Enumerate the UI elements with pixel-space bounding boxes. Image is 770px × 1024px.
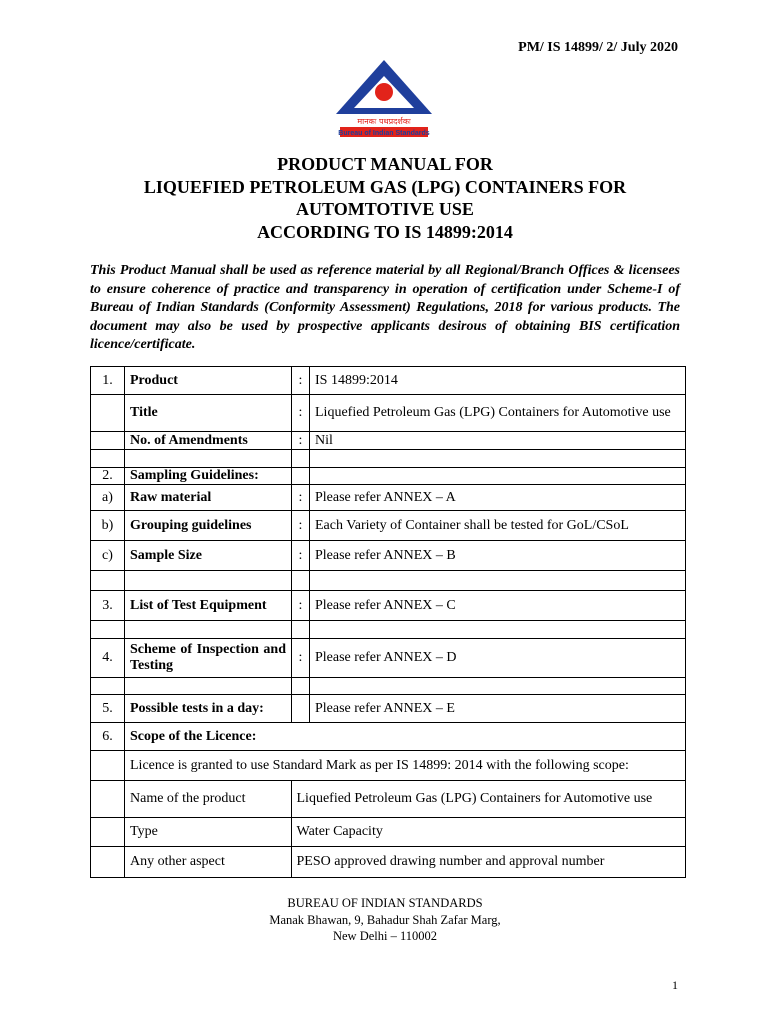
product-details-table — [90, 366, 686, 878]
row-value: Please refer ANNEX – E — [310, 695, 686, 723]
table-row — [91, 723, 686, 751]
title-line: AUTOMTOTIVE USE — [296, 199, 474, 219]
section-heading: Sampling Guidelines: — [125, 468, 292, 485]
logo-hindi-text: मानकः पथप्रदर्शकः — [357, 117, 411, 126]
document-title — [60, 153, 710, 243]
table-row — [91, 468, 686, 485]
title-line: LIQUEFIED PETROLEUM GAS (LPG) CONTAINERS FOR — [143, 176, 627, 197]
scope-label: Type — [130, 824, 158, 839]
row-label: List of Test Equipment — [125, 591, 292, 621]
title-line: PRODUCT MANUAL FOR — [277, 154, 493, 174]
scope-value: Liquefied Petroleum Gas (LPG) Containers for Automotive use — [291, 781, 685, 817]
table-row — [91, 541, 686, 571]
table-row — [91, 395, 686, 432]
row-label: No. of Amendments — [125, 432, 292, 450]
row-number: a) — [91, 485, 125, 511]
row-label: Raw material — [125, 485, 292, 511]
row-value: IS 14899:2014 — [310, 367, 686, 395]
scope-value: PESO approved drawing number and approval number — [291, 847, 685, 877]
logo-dot-icon — [375, 83, 393, 101]
row-value: Please refer ANNEX – A — [310, 485, 686, 511]
footer-org: BUREAU OF INDIAN STANDARDS — [287, 896, 483, 910]
table-row — [91, 847, 686, 878]
table-row — [91, 781, 686, 818]
colon: : — [292, 432, 310, 450]
colon: : — [292, 395, 310, 432]
colon: : — [292, 485, 310, 511]
table-row — [91, 639, 686, 678]
title-line: ACCORDING TO IS 14899:2014 — [257, 221, 513, 242]
row-number: c) — [91, 541, 125, 571]
row-label: Sample Size — [125, 541, 292, 571]
footer-street: Manak Bhawan, 9, Bahadur Shah Zafar Marg, — [269, 912, 501, 927]
table-row — [91, 485, 686, 511]
colon: : — [292, 541, 310, 571]
logo-org-text: Bureau of Indian Standards — [338, 130, 430, 137]
table-row — [91, 695, 686, 723]
row-label: Grouping guidelines — [125, 511, 292, 541]
row-number: 3. — [91, 591, 125, 621]
table-row — [91, 751, 686, 781]
document-reference: PM/ IS 14899/ 2/ July 2020 — [518, 40, 678, 55]
row-number: 1. — [91, 367, 125, 395]
colon: : — [292, 639, 310, 678]
scope-value: Water Capacity — [291, 818, 685, 846]
colon: : — [292, 591, 310, 621]
row-number: b) — [91, 511, 125, 541]
row-number: 6. — [91, 723, 125, 751]
spacer-row — [91, 678, 686, 695]
table-row — [91, 818, 686, 847]
row-number: 5. — [91, 695, 125, 723]
bis-logo — [334, 58, 434, 138]
table-row — [91, 432, 686, 450]
colon: : — [292, 367, 310, 395]
row-label: Scheme of Inspection and Testing — [125, 639, 292, 678]
table-row — [91, 511, 686, 541]
spacer-row — [91, 450, 686, 468]
scope-label: Any other aspect — [130, 854, 225, 869]
row-value: Liquefied Petroleum Gas (LPG) Containers for Automotive use — [310, 395, 686, 432]
spacer-row — [91, 621, 686, 639]
row-value: Nil — [310, 432, 686, 450]
footer-address — [0, 895, 770, 945]
row-number: 4. — [91, 639, 125, 678]
scope-label: Name of the product — [130, 791, 246, 806]
row-value: Please refer ANNEX – B — [310, 541, 686, 571]
spacer-row — [91, 571, 686, 591]
row-label: Product — [125, 367, 292, 395]
table-row — [91, 367, 686, 395]
footer-city: New Delhi – 110002 — [332, 929, 438, 943]
scope-statement: Licence is granted to use Standard Mark as per IS 14899: 2014 with the following scope: — [125, 751, 686, 781]
row-label: Title — [125, 395, 292, 432]
row-value: Please refer ANNEX – C — [310, 591, 686, 621]
row-value: Each Variety of Container shall be tested for GoL/CSoL — [310, 511, 686, 541]
page-number: 1 — [672, 978, 678, 992]
colon: : — [292, 511, 310, 541]
row-label: Possible tests in a day: — [125, 695, 292, 723]
row-value: Please refer ANNEX – D — [310, 639, 686, 678]
table-row — [91, 591, 686, 621]
intro-paragraph: This Product Manual shall be used as reference material by all Regional/Branch Offices & licensees to ensure coherence of practice and transparency in operation of certification under Scheme-I of Bureau of Indian Standards (Conformity Assessment) Regulations, 2018 for various products. The document may also be used by prospective applicants desirous of obtaining BIS certification licence/certificate. — [90, 263, 680, 352]
section-heading: Scope of the Licence: — [125, 723, 686, 751]
row-number: 2. — [91, 468, 125, 485]
